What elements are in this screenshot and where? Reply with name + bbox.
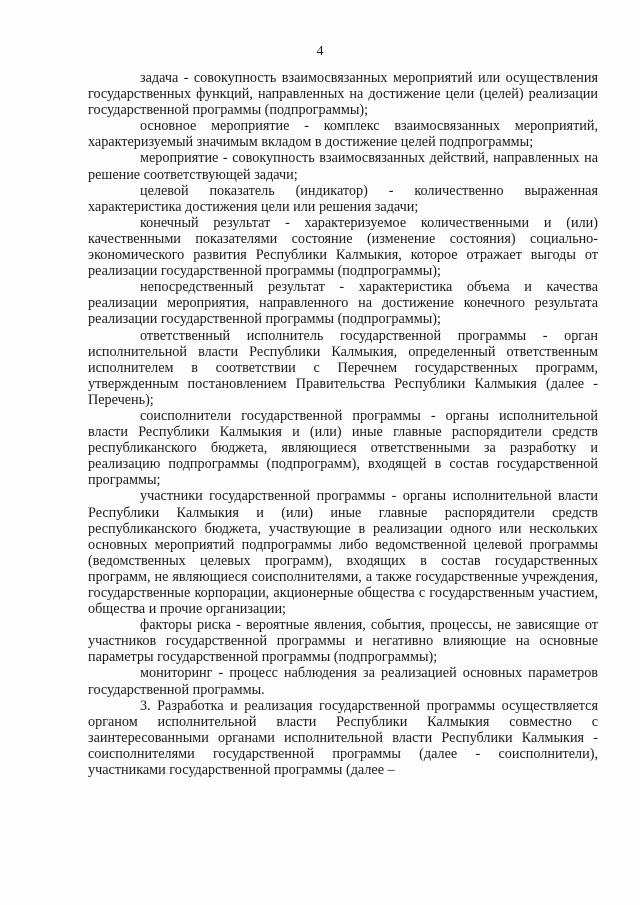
paragraph-main-activity-definition: основное мероприятие - комплекс взаимосвязанных мероприятий, характеризуемый значимым вкладом в достижение целей подпрограммы;: [88, 118, 598, 151]
paragraph-section-3: 3. Разработка и реализация государственной программы осуществляется органом исполнительной власти Республики Калмыкия совместно с заинтересованными органами исполнительной власти Республики Калмыкия - соисполнителями государственной программы (далее - соисполнители), участниками государственной программы (далее –: [88, 697, 598, 779]
paragraph-participants-definition: участники государственной программы - органы исполнительной власти Республики Калмыкия и (или) иные главные распорядители средств республиканского бюджета, участвующие в реализации одного или нескольких основных мероприятий подпрограммы либо ведомственной целевой программы (ведомственных целевых программ), входящих в состав государственных программ, не являющиеся соисполнителями, а также государственные учреждения, государственные корпорации, акционерные общества с государственным участием, общества и прочие организации;: [88, 488, 598, 618]
paragraph-responsible-executor-definition: ответственный исполнитель государственной программы - орган исполнительной власти Республики Калмыкия, определенный ответственным исполнителем в соответствии с Перечнем государственных программ, утвержденным постановлением Правительства Республики Калмыкия (далее - Перечень);: [88, 327, 598, 408]
paragraph-co-executors-definition: соисполнители государственной программы - органы исполнительной власти Республики Калмыкия и (или) иные главные распорядители средств республиканского бюджета, являющиеся ответственными за разработку и реализацию подпрограммы (подпрограмм), входящей в состав государственной программы;: [88, 407, 598, 489]
document-body: [88, 70, 598, 778]
paragraph-final-result-definition: конечный результат - характеризуемое количественными и (или) качественными показателями состояние (изменение состояния) социально-экономического развития Республики Калмыкия, которое отражает выгоды от реализации государственной программы (подпрограммы);: [88, 214, 598, 280]
paragraph-risk-factors-definition: факторы риска - вероятные явления, события, процессы, не зависящие от участников государственной программы и негативно влияющие на основные параметры государственной программы (подпрограммы);: [88, 617, 598, 666]
page-number: 4: [316, 44, 324, 59]
paragraph-monitoring-definition: мониторинг - процесс наблюдения за реализацией основных параметров государственной программы.: [88, 665, 598, 698]
paragraph-direct-result-definition: непосредственный результат - характеристика объема и качества реализации мероприятия, направленного на достижение конечного результата реализации государственной программы (подпрограммы);: [88, 279, 598, 328]
paragraph-target-indicator-definition: целевой показатель (индикатор) - количественно выраженная характеристика достижения цели или решения задачи;: [88, 182, 598, 215]
paragraph-task-definition: задача - совокупность взаимосвязанных мероприятий или осуществления государственных функций, направленных на достижение цели (целей) реализации государственной программы (подпрограммы);: [88, 70, 598, 119]
paragraph-activity-definition: мероприятие - совокупность взаимосвязанных действий, направленных на решение соответствующей задачи;: [88, 150, 598, 183]
